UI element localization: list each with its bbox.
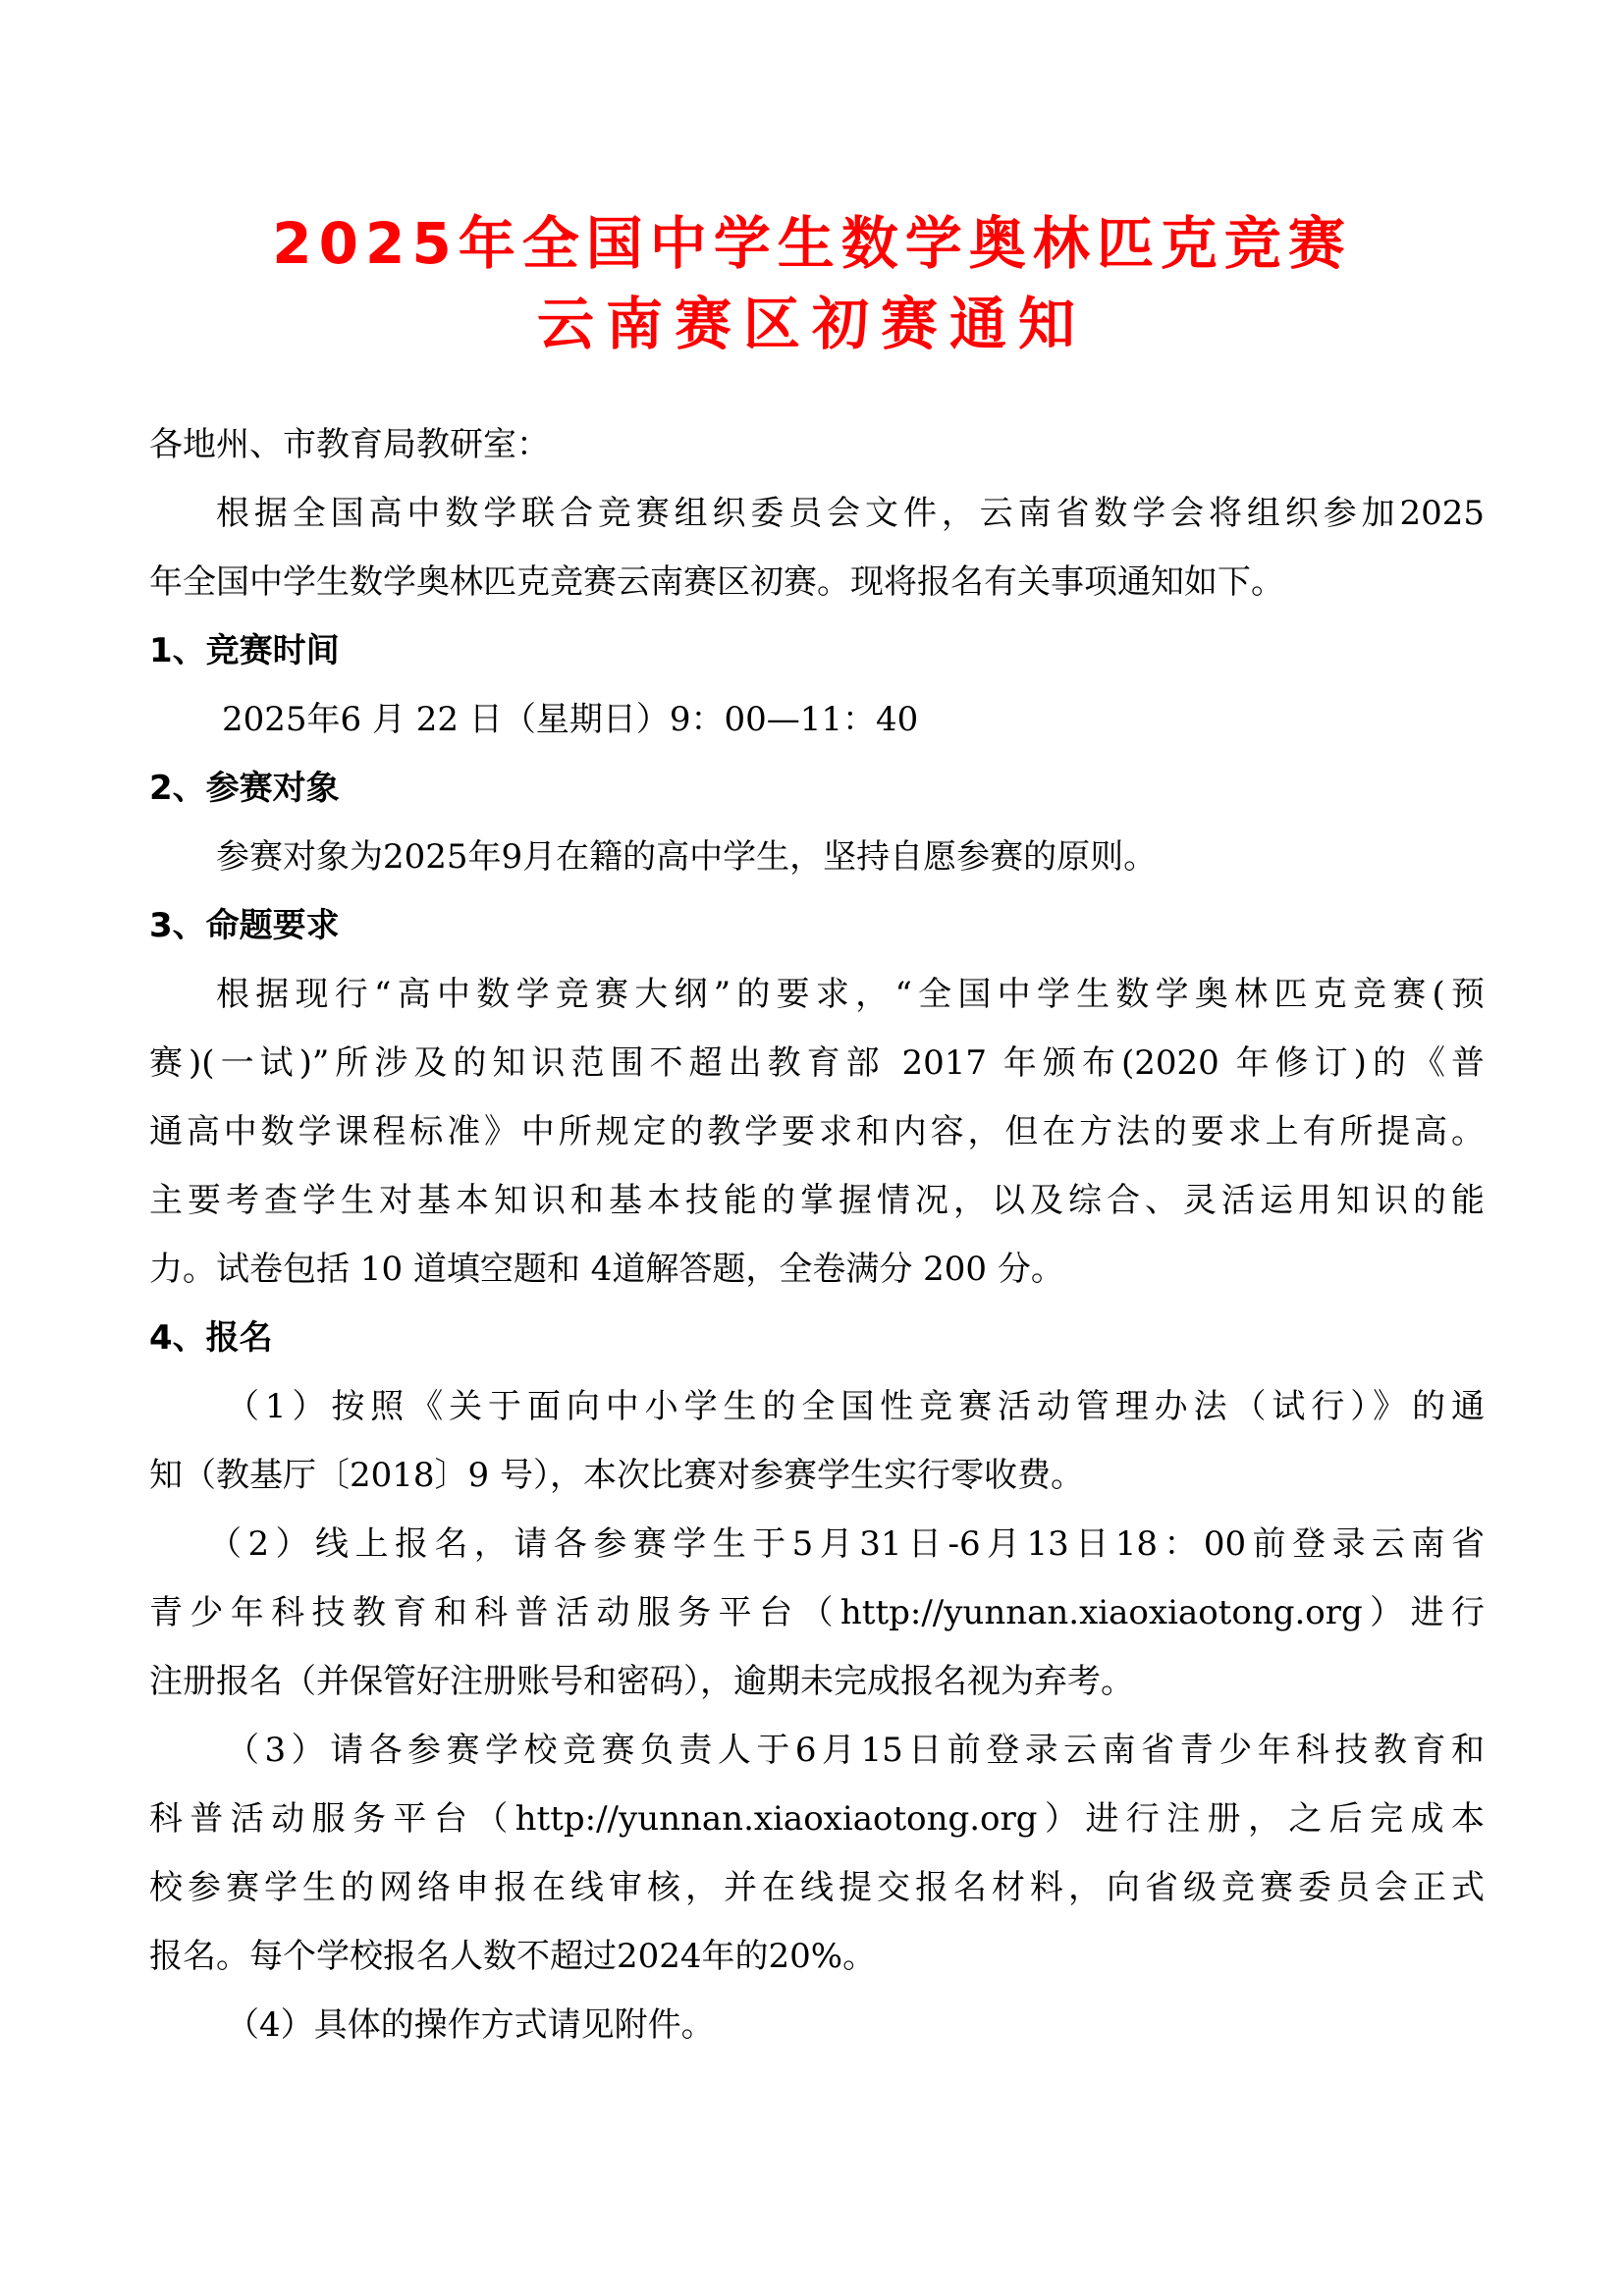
registration-item-1-line-1: （1）按照《关于面向中小学生的全国性竞赛活动管理办法（试行）》的通: [226, 1387, 1485, 1426]
requirements-line-5: 力。试卷包括 10 道填空题和 4道解答题，全卷满分 200 分。: [149, 1250, 1064, 1289]
competition-time: 2025年6 月 22 日（星期日）9：00—11：40: [222, 700, 919, 739]
section-heading-participants: 2、参赛对象: [149, 769, 340, 808]
registration-item-4-line-1: （4）具体的操作方式请见附件。: [226, 2005, 715, 2045]
intro-line-1: 根据全国高中数学联合竞赛组织委员会文件，云南省数学会将组织参加2025: [216, 494, 1485, 533]
requirements-line-3: 通高中数学课程标准》中所规定的教学要求和内容，但在方法的要求上有所提高。: [149, 1112, 1485, 1151]
registration-item-3-line-2: 科普活动服务平台（http://yunnan.xiaoxiaotong.org）进行注册，之后完成本: [149, 1799, 1485, 1839]
participants-text: 参赛对象为2025年9月在籍的高中学生，坚持自愿参赛的原则。: [216, 837, 1158, 877]
registration-item-1-line-2: 知（教基厅〔2018〕9 号），本次比赛对参赛学生实行零收费。: [149, 1456, 1084, 1495]
registration-item-3-line-3: 校参赛学生的网络申报在线审核，并在线提交报名材料，向省级竞赛委员会正式: [149, 1868, 1485, 1907]
registration-item-2-line-2: 青少年科技教育和科普活动服务平台（http://yunnan.xiaoxiaotong.org）进行: [149, 1593, 1485, 1632]
registration-item-2-line-3: 注册报名（并保管好注册账号和密码），逾期未完成报名视为弃考。: [149, 1662, 1134, 1701]
section-heading-time: 1、竞赛时间: [149, 631, 340, 670]
registration-item-3-line-1: （3）请各参赛学校竞赛负责人于6月15日前登录云南省青少年科技教育和: [226, 1731, 1485, 1770]
section-heading-requirements: 3、命题要求: [149, 906, 340, 945]
registration-item-3-line-4: 报名。每个学校报名人数不超过2024年的20%。: [149, 1937, 877, 1976]
document-title-line-1: 2025年全国中学生数学奥林匹克竞赛: [272, 210, 1352, 277]
section-heading-registration: 4、报名: [149, 1318, 273, 1358]
requirements-line-2: 赛)(一试)”所涉及的知识范围不超出教育部 2017 年颁布(2020 年修订)的《普: [149, 1043, 1485, 1083]
document-title-line-2: 云南赛区初赛通知: [536, 291, 1087, 357]
salutation: 各地州、市教育局教研室：: [149, 425, 550, 464]
requirements-line-1: 根据现行“高中数学竞赛大纲”的要求，“全国中学生数学奥林匹克竞赛(预: [216, 975, 1485, 1014]
intro-line-2: 年全国中学生数学奥林匹克竞赛云南赛区初赛。现将报名有关事项通知如下。: [149, 562, 1284, 602]
requirements-line-4: 主要考查学生对基本知识和基本技能的掌握情况，以及综合、灵活运用知识的能: [149, 1181, 1485, 1220]
registration-item-2-line-1: （2）线上报名，请各参赛学生于5月31日-6月13日18：00前登录云南省: [208, 1524, 1485, 1564]
